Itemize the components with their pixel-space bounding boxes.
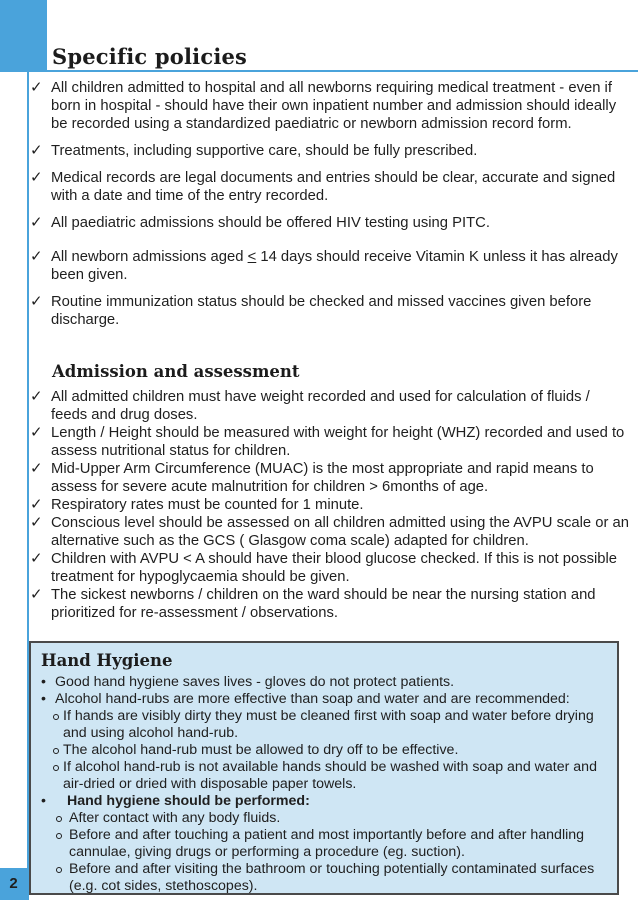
checkmark-icon: ✓	[30, 142, 43, 159]
checkmark-icon: ✓	[30, 169, 43, 186]
checkmark-icon: ✓	[30, 214, 43, 231]
list-item: Before and after touching a patient and most importantly before and after handling cannulae, giving drugs or performing a procedure (eg. suction).	[31, 827, 617, 861]
list-item: ✓ All paediatric admissions should be offered HIV testing using PITC.	[30, 214, 490, 231]
checkmark-icon: ✓	[30, 388, 43, 405]
admission-assessment-heading: Admission and assessment	[52, 362, 300, 381]
bullet-icon: •	[41, 674, 46, 690]
list-item: ✓ Mid-Upper Arm Circumference (MUAC) is the most appropriate and rapid means to assess for severe acute malnutrition for children > 6months of age.	[30, 460, 594, 495]
list-item: ✓ All admitted children must have weight recorded and used for calculation of fluids / feeds and drug doses.	[30, 388, 590, 423]
list-item: ✓ Respiratory rates must be counted for 1 minute.	[30, 496, 364, 513]
list-item: ✓ All newborn admissions aged < 14 days should receive Vitamin K unless it has already been given.	[30, 248, 618, 283]
checkmark-icon: ✓	[30, 514, 43, 531]
list-item: • Hand hygiene should be performed:	[41, 793, 310, 809]
list-item: Before and after visiting the bathroom or touching potentially contaminated surfaces (e.g. cot sides, stethoscopes).	[31, 861, 617, 895]
hand-hygiene-list	[31, 674, 617, 895]
hand-hygiene-heading: Hand Hygiene	[41, 651, 173, 670]
checkmark-icon: ✓	[30, 293, 43, 310]
list-item: ✓ Medical records are legal documents and entries should be clear, accurate and signed with a date and time of the entry recorded.	[30, 169, 616, 204]
checkmark-icon: ✓	[30, 424, 43, 441]
list-item: ✓ Treatments, including supportive care, should be fully prescribed.	[30, 142, 478, 159]
list-item: If hands are visibly dirty they must be cleaned first with soap and water before drying and using alcohol hand-rub.	[31, 708, 617, 742]
header-rule	[47, 70, 638, 72]
list-item: • Good hand hygiene saves lives - gloves do not protect patients.	[41, 674, 455, 690]
checkmark-icon: ✓	[30, 496, 43, 513]
circle-bullet-icon	[53, 714, 59, 720]
checkmark-icon: ✓	[30, 248, 43, 265]
list-item: ✓ All children admitted to hospital and all newborns requiring medical treatment - even if born in hospital - should have their own inpatient number and admission should ideally be recorded using a standardized paediatric or newborn admission record form.	[30, 79, 617, 132]
circle-bullet-icon	[53, 748, 59, 754]
admission-assessment-list	[30, 388, 630, 622]
circle-bullet-icon	[56, 816, 62, 822]
list-item: ✓ Length / Height should be measured with weight for height (WHZ) recorded and used to assess nutritional status for children.	[30, 424, 625, 459]
list-item: After contact with any body fluids.	[31, 810, 617, 827]
circle-bullet-icon	[53, 765, 59, 771]
checkmark-icon: ✓	[30, 79, 43, 96]
circle-bullet-icon	[56, 833, 62, 839]
checkmark-icon: ✓	[30, 460, 43, 477]
page-number: 2	[0, 868, 27, 900]
list-item: ✓ Routine immunization status should be checked and missed vaccines given before discharge.	[30, 293, 592, 328]
bullet-icon: •	[41, 691, 46, 707]
list-item: ✓ Children with AVPU < A should have their blood glucose checked. If this is not possible treatment for hypoglycaemia should be given.	[30, 550, 618, 585]
top-color-tab	[0, 0, 47, 72]
checkmark-icon: ✓	[30, 550, 43, 567]
list-item: • Alcohol hand-rubs are more effective than soap and water and are recommended:	[41, 691, 570, 707]
specific-policies-heading: Specific policies	[52, 44, 248, 69]
list-item: The alcohol hand-rub must be allowed to dry off to be effective.	[31, 742, 617, 759]
checkmark-icon: ✓	[30, 586, 43, 603]
hand-hygiene-box	[29, 641, 619, 895]
circle-bullet-icon	[56, 867, 62, 873]
list-item: ✓ The sickest newborns / children on the ward should be near the nursing station and prioritized for re-assessment / observations.	[30, 586, 596, 621]
list-item: ✓ Conscious level should be assessed on all children admitted using the AVPU scale or an alternative such as the GCS ( Glasgow coma scale) adapted for children.	[30, 514, 629, 549]
specific-policies-list	[30, 79, 630, 338]
bullet-icon: •	[41, 793, 46, 809]
list-item: If alcohol hand-rub is not available hands should be washed with soap and water and air-dried or dried with disposable paper towels.	[31, 759, 617, 793]
